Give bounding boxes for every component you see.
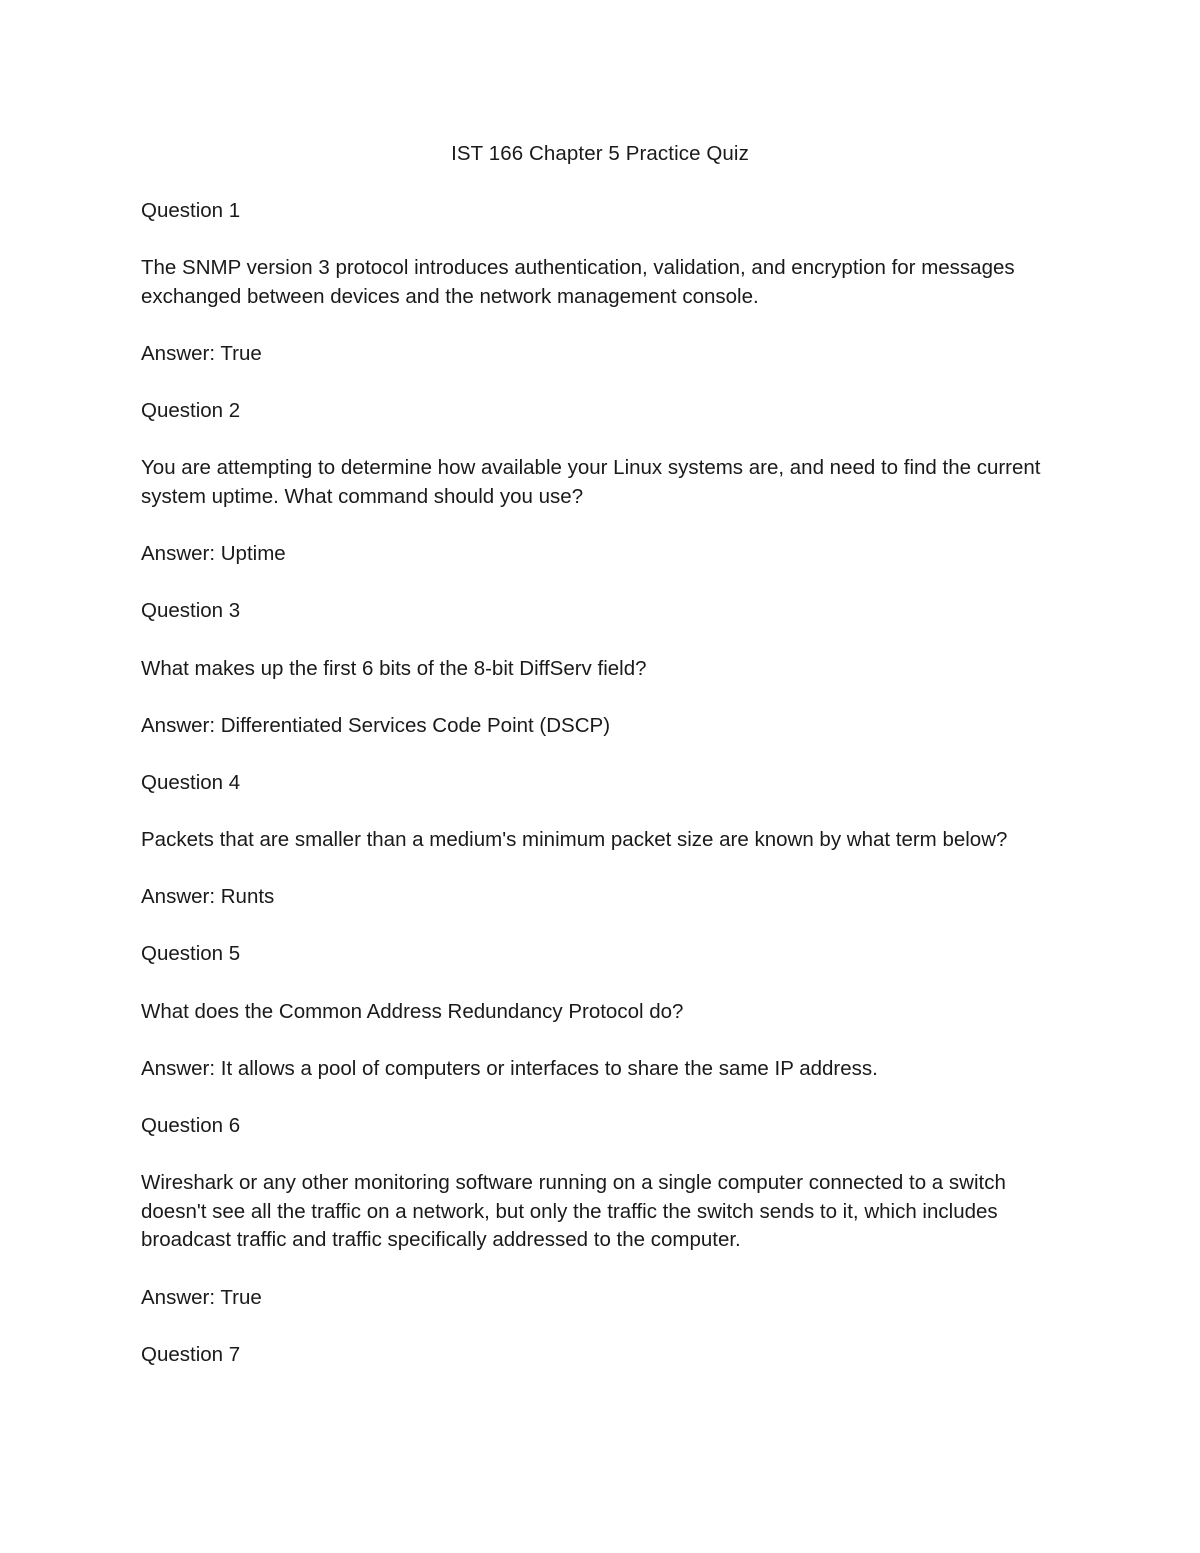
question-text: What makes up the first 6 bits of the 8-bit DiffServ field? bbox=[141, 656, 647, 680]
quiz-content bbox=[141, 197, 1071, 1398]
question-answer: Answer: It allows a pool of computers or interfaces to share the same IP address. bbox=[141, 1056, 878, 1080]
question-label: Question 6 bbox=[141, 1114, 241, 1137]
question-label: Question 4 bbox=[141, 770, 241, 794]
question-text: You are attempting to determine how available your Linux systems are, and need to find the current system uptime. What command should you use? bbox=[141, 456, 1041, 508]
question-label: Question 3 bbox=[141, 599, 241, 623]
question-text: Wireshark or any other monitoring software running on a single computer connected to a switch doesn't see all the traffic on a network, but only the traffic the switch sends to it, which includes broadcast traffic and traffic specifically addressed to the computer. bbox=[141, 1171, 1006, 1252]
document-title: IST 166 Chapter 5 Practice Quiz bbox=[451, 142, 749, 165]
question-answer: Answer: Uptime bbox=[141, 542, 286, 566]
question-text: Packets that are smaller than a medium's minimum packet size are known by what term below? bbox=[141, 828, 1008, 852]
question-label: Question 1 bbox=[141, 199, 241, 222]
question-answer: Answer: True bbox=[141, 341, 262, 365]
question-label: Question 7 bbox=[141, 1342, 241, 1366]
question-text: The SNMP version 3 protocol introduces authentication, validation, and encryption for messages exchanged between devices and the network management console. bbox=[141, 256, 1015, 308]
question-label: Question 2 bbox=[141, 399, 241, 423]
question-answer: Answer: Differentiated Services Code Point (DSCP) bbox=[141, 713, 611, 737]
question-text: What does the Common Address Redundancy Protocol do? bbox=[141, 999, 684, 1023]
question-answer: Answer: Runts bbox=[141, 885, 275, 909]
question-label: Question 5 bbox=[141, 942, 241, 966]
question-answer: Answer: True bbox=[141, 1285, 262, 1309]
